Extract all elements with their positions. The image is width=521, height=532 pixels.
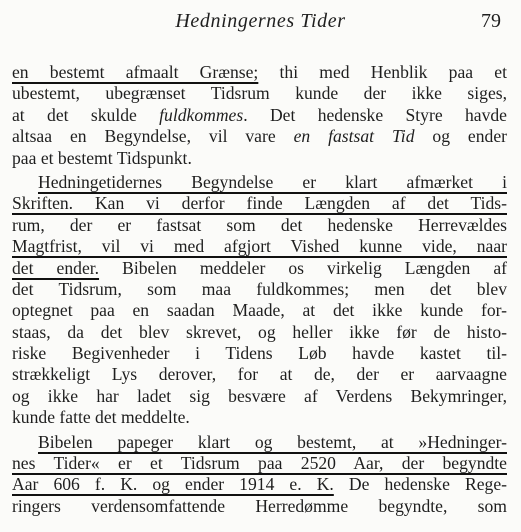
text-segment: De hedenske Rege-	[333, 474, 507, 495]
text-line: strækkeligt Lys derover, for at de, der er aarvaagne	[12, 364, 507, 385]
running-title: Hedningernes Tider	[175, 10, 346, 32]
text-line: optegnet paa en saadan Maade, at det ikke kunde for-	[12, 300, 507, 321]
text-segment: altsaa en Begyndelse, vil vare	[12, 126, 294, 147]
underlined-text: Aar 606 f. K. og ender 1914 e. K.	[12, 474, 334, 495]
text-line: kunde fatte det meddelte.	[12, 407, 190, 428]
text-line	[12, 236, 507, 257]
text-segment: at det skulde	[12, 104, 160, 125]
underlined-text: Magtfrist, vil vi med afgjort Vished kunne vide, naar	[12, 236, 507, 257]
page-header	[0, 10, 521, 44]
text-line: staas, da det blev skrevet, og heller ikke før de histo-	[12, 321, 507, 342]
text-line: rum, der er fastsat som det hedenske Herrevældes	[12, 214, 507, 235]
text-line	[12, 193, 507, 214]
text-line: det Tidsrum, som maa fuldkommes; men det blev	[12, 278, 507, 299]
underlined-text: en bestemt afmaalt Grænse;	[12, 62, 259, 82]
text-line	[12, 126, 507, 147]
text-segment: Bibelen meddeler os virkelig Længden af	[99, 257, 507, 278]
text-line	[12, 453, 507, 474]
underlined-text: Bibelen papeger klart og bestemt, at »Hedninger-	[38, 431, 507, 452]
underlined-text: Hedningetidernes Begyndelse er klart afmærket i	[38, 171, 507, 192]
text-line	[12, 474, 507, 495]
text-line: paa et bestemt Tidspunkt.	[12, 147, 192, 168]
text-line	[12, 432, 507, 453]
text-segment: og ender	[414, 126, 508, 147]
text-segment: . Det hedenske Styre havde	[243, 104, 507, 125]
text-line: ubestemt, ubegrænset Tidsrum kunde der ikke siges,	[12, 83, 507, 104]
underlined-text: det ender.	[12, 257, 100, 278]
page-number: 79	[481, 10, 501, 32]
text-line: og ikke har ladet sig besvære af Verdens Bekymringer,	[12, 385, 507, 406]
text-line: riske Begivenheder i Tidens Løb havde kastet til-	[12, 343, 507, 364]
text-line: ringers verdensomfattende Herredømme begyndte, som	[12, 495, 507, 516]
underlined-text: nes Tider« er et Tidsrum paa 2520 Aar, der begyndte	[12, 453, 507, 474]
text-line	[12, 62, 507, 83]
underlined-text: Skriften. Kan vi derfor finde Længden af det Tids-	[12, 193, 507, 214]
body-text	[12, 62, 507, 517]
italic-text: en fastsat Tid	[293, 126, 415, 147]
italic-text: fuldkommes	[159, 104, 244, 125]
text-segment: thi med Henblik paa et	[258, 62, 507, 82]
text-line	[12, 105, 507, 126]
text-line	[12, 172, 507, 193]
text-line	[12, 258, 507, 279]
